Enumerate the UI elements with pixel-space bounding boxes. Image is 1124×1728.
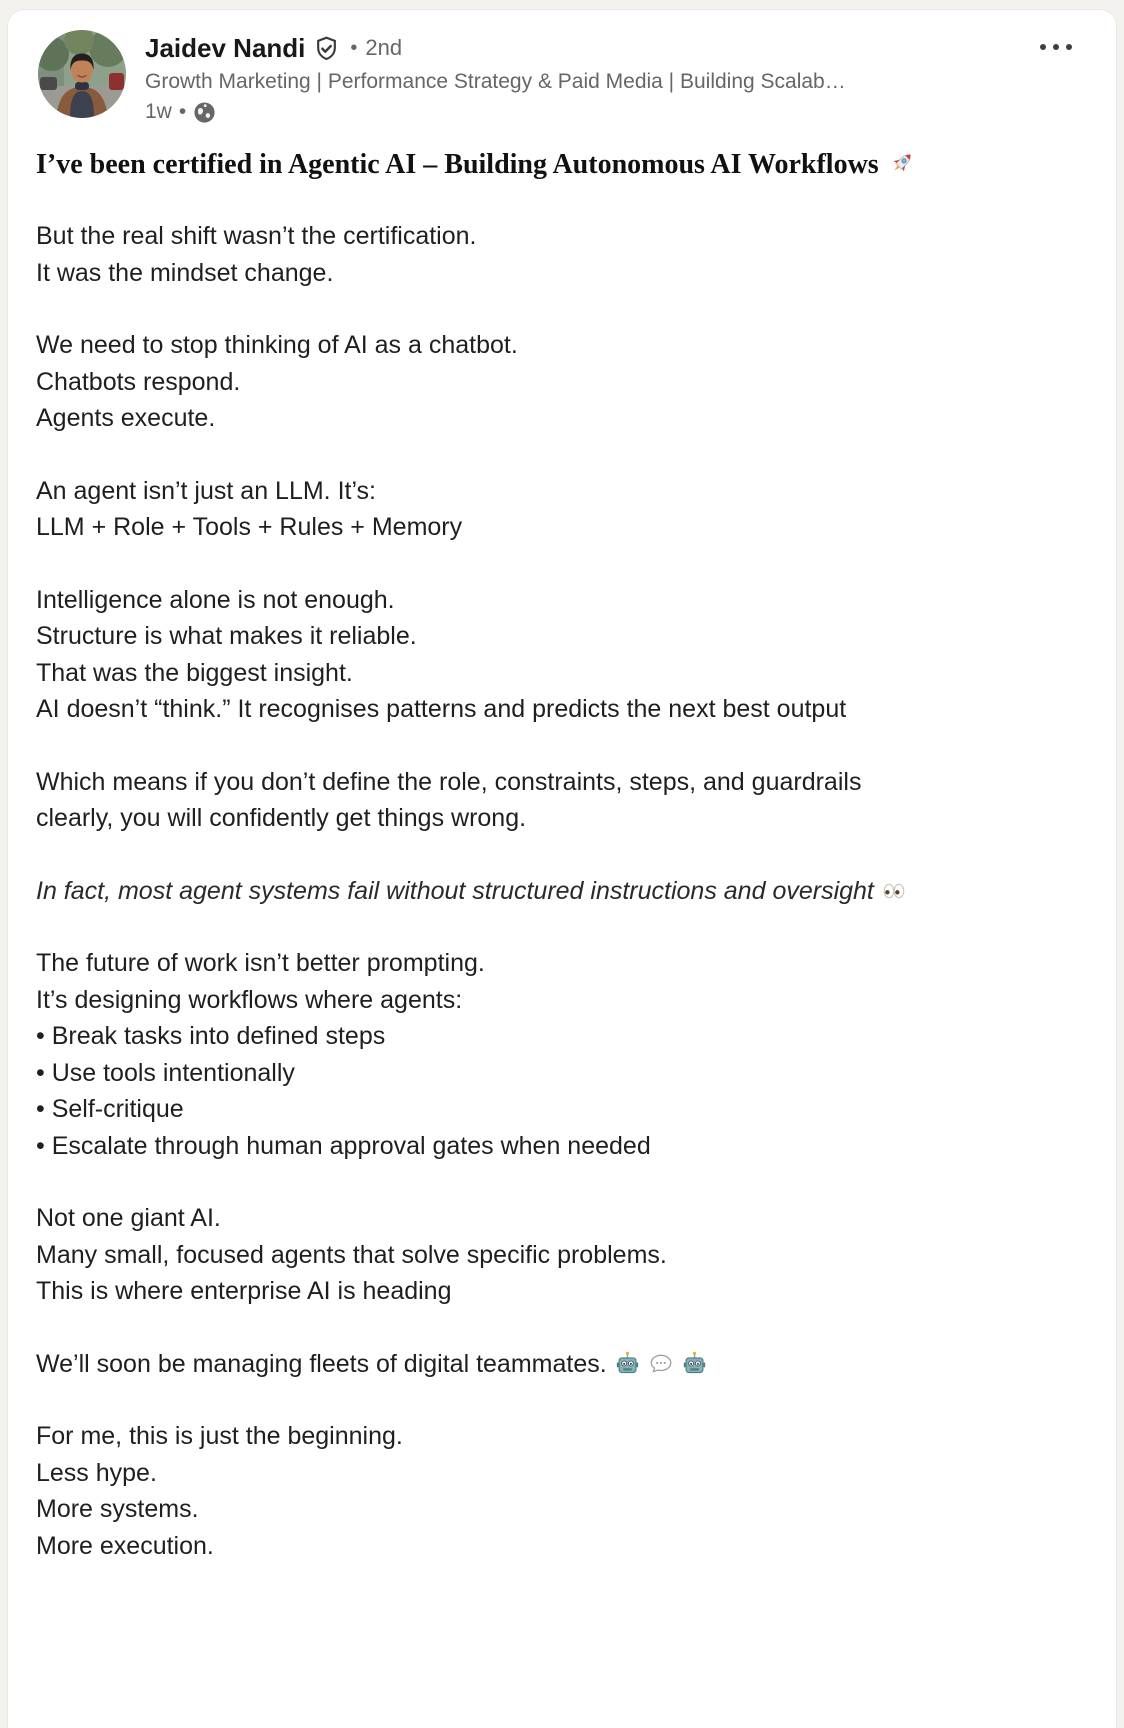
post-text-line: Less hype. — [36, 1458, 157, 1487]
post-text-line: Chatbots respond. — [36, 367, 241, 396]
speech-balloon-icon — [648, 1351, 674, 1377]
post-text-line: • Escalate through human approval gates when needed — [36, 1131, 651, 1160]
post-paragraph — [36, 582, 1088, 728]
dot — [1040, 44, 1046, 50]
post-text-line: clearly, you will confidently get things wrong. — [36, 804, 527, 832]
post-text-line: • Use tools intentionally — [36, 1058, 295, 1087]
post-text-line: Structure is what makes it reliable. — [36, 622, 417, 650]
connection-degree: 2nd — [365, 35, 403, 60]
post-text-line: But the real shift wasn’t the certification. — [36, 222, 477, 250]
actor-headline: Growth Marketing | Performance Strategy & Paid Media | Building Scalab… — [145, 70, 846, 93]
post-text-line: Many small, focused agents that solve specific problems. — [36, 1240, 667, 1269]
verified-badge-icon — [313, 35, 340, 62]
post-options-button[interactable] — [1030, 34, 1082, 60]
post-paragraph — [36, 1346, 1088, 1383]
post-text-line: • Self-critique — [36, 1095, 184, 1123]
post-text-line: Intelligence alone is not enough. — [36, 585, 395, 614]
dot — [1066, 44, 1072, 50]
meta-separator: • — [178, 100, 187, 123]
post-text-line: • Break tasks into defined steps — [36, 1022, 386, 1050]
post-text-line: The future of work isn’t better prompting. — [36, 949, 485, 977]
post-text-line: Agents execute. — [36, 404, 216, 432]
linkedin-post-card — [8, 10, 1116, 1728]
post-text-line: That was the biggest insight. — [36, 658, 353, 687]
rocket-icon — [888, 149, 916, 177]
post-title — [36, 146, 1088, 183]
post-paragraph — [36, 873, 1088, 910]
post-text-line: Not one giant AI. — [36, 1204, 221, 1232]
post-paragraph — [36, 218, 1088, 291]
actor-name-row — [145, 32, 1088, 64]
post-body — [8, 125, 1116, 1604]
post-meta-row — [145, 99, 1088, 125]
post-paragraph — [36, 1200, 1088, 1310]
post-text-line: An agent isn’t just an LLM. It’s: — [36, 476, 377, 505]
post-text — [36, 218, 1088, 1564]
post-text-line: For me, this is just the beginning. — [36, 1422, 403, 1450]
post-paragraph — [36, 1418, 1088, 1564]
post-text-line: AI doesn’t “think.” It recognises patterns and predicts the next best output — [36, 695, 847, 723]
post-paragraph — [36, 945, 1088, 1164]
post-text-line: In fact, most agent systems fail without structured instructions and oversight — [36, 873, 1088, 910]
dot — [1053, 44, 1059, 50]
post-text-line: This is where enterprise AI is heading — [36, 1277, 452, 1305]
post-text-line: More systems. — [36, 1495, 199, 1523]
post-header — [8, 10, 1116, 125]
globe-icon — [193, 101, 216, 124]
post-paragraph — [36, 764, 1088, 837]
avatar[interactable] — [38, 30, 126, 118]
post-text-line: Which means if you don’t define the role, constraints, steps, and guardrails — [36, 767, 862, 796]
post-actor-info — [145, 30, 1088, 125]
post-paragraph — [36, 473, 1088, 546]
post-text-line: More execution. — [36, 1531, 214, 1560]
post-text-line: LLM + Role + Tools + Rules + Memory — [36, 513, 463, 541]
post-timestamp: 1w — [145, 100, 172, 123]
post-text-line: It’s designing workflows where agents: — [36, 985, 463, 1014]
degree-separator: • — [350, 37, 358, 59]
post-paragraph — [36, 327, 1088, 437]
robot-icon — [681, 1350, 708, 1377]
eyes-icon — [881, 878, 907, 904]
post-text-line: It was the mindset change. — [36, 258, 334, 287]
post-text-line: We’ll soon be managing fleets of digital teammates. — [36, 1346, 1088, 1383]
robot-icon — [614, 1350, 641, 1377]
actor-name[interactable]: Jaidev Nandi — [145, 33, 306, 63]
post-title-text: I’ve been certified in Agentic AI – Building Autonomous AI Workflows — [36, 149, 879, 180]
avatar-photo — [38, 30, 126, 118]
post-text-line: We need to stop thinking of AI as a chatbot. — [36, 331, 518, 359]
